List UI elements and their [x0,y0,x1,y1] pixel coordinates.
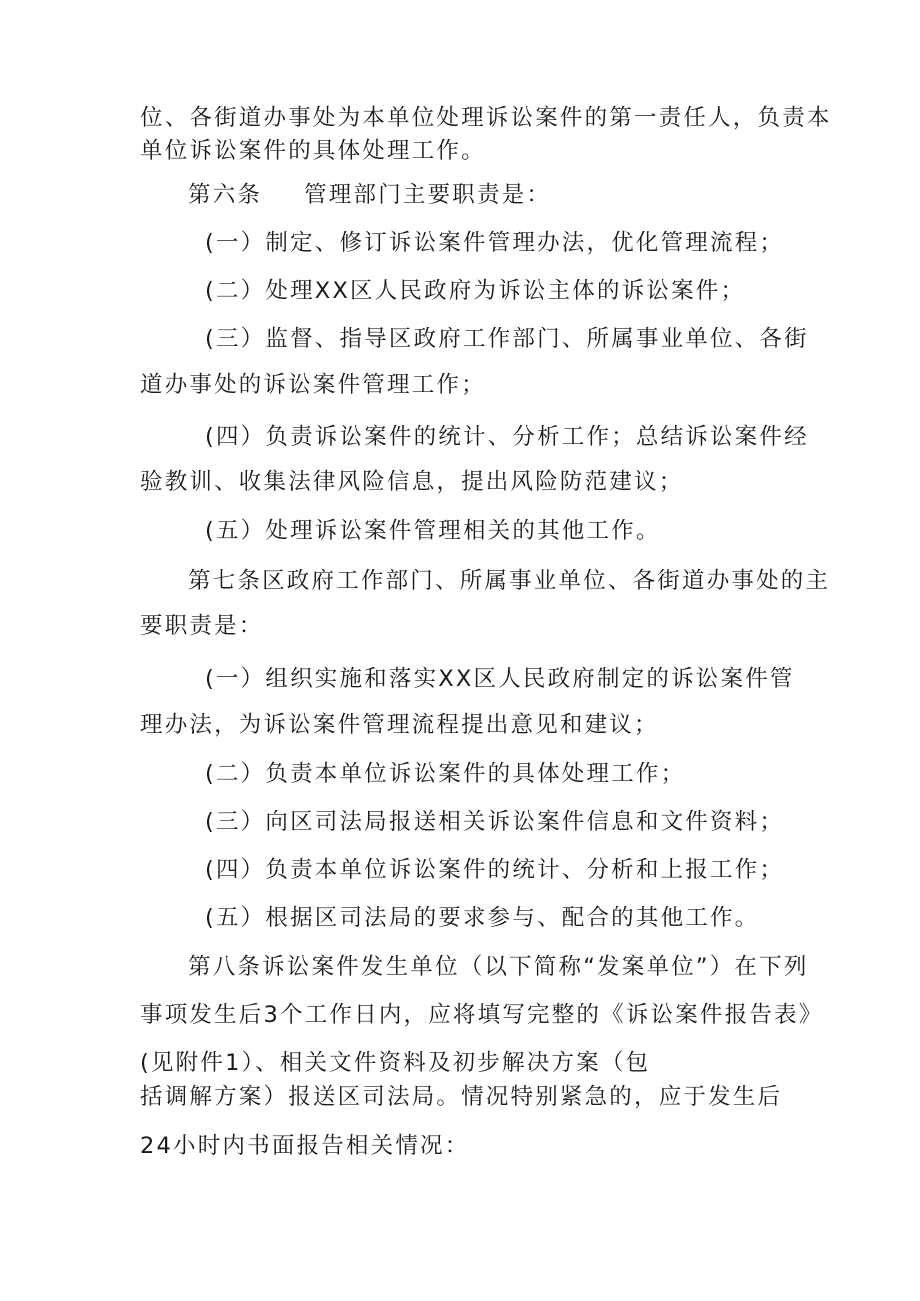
text-line: (四）负责诉讼案件的统计、分析工作；总结诉讼案件经 [205,424,809,450]
text-line: (二）负责本单位诉讼案件的具体处理工作； [205,761,686,787]
text-line: (三）监督、指导区政府工作部门、所属事业单位、各街 [205,326,809,352]
text-line: (一）组织实施和落实XX区人民政府制定的诉讼案件管 [205,666,795,692]
text-line: (五）处理诉讼案件管理相关的其他工作。 [205,518,661,544]
article-title: 管理部门主要职责是： [304,182,552,208]
text-line: 理办法，为诉讼案件管理流程提出意见和建议； [140,712,659,738]
text-line: 验教训、收集法律风险信息，提出风险防范建议； [140,469,684,495]
text-line: (一）制定、修订诉讼案件管理办法，优化管理流程； [205,230,785,256]
text-line: 第八条诉讼案件发生单位（以下简称“发案单位”）在下列 [188,954,809,980]
text-line: 事项发生后3个工作日内，应将填写完整的《诉讼案件报告表》 [140,1002,824,1028]
text-line: 单位诉讼案件的具体处理工作。 [140,138,486,164]
text-line: 位、各街道办事处为本单位处理诉讼案件的第一责任人，负责本 [140,105,832,131]
text-line: 括调解方案）报送区司法局。情况特别紧急的，应于发生后 [140,1084,783,1110]
text-line: (四）负责本单位诉讼案件的统计、分析和上报工作； [205,857,785,883]
text-line: 道办事处的诉讼案件管理工作； [140,372,486,398]
text-line: (五）根据区司法局的要求参与、配合的其他工作。 [205,905,760,931]
text-line: (见附件1）、相关文件资料及初步解决方案（包 [140,1050,651,1076]
text-line: 要职责是： [140,613,264,639]
article-heading [188,180,551,210]
text-line: 24小时内书面报告相关情况： [140,1133,470,1159]
text-line: (二）处理XX区人民政府为诉讼主体的诉讼案件； [205,278,746,304]
text-line: 第七条区政府工作部门、所属事业单位、各街道办事处的主 [188,568,831,594]
text-line: (三）向区司法局报送相关诉讼案件信息和文件资料； [205,809,785,835]
article-label: 第六条 [188,182,263,208]
